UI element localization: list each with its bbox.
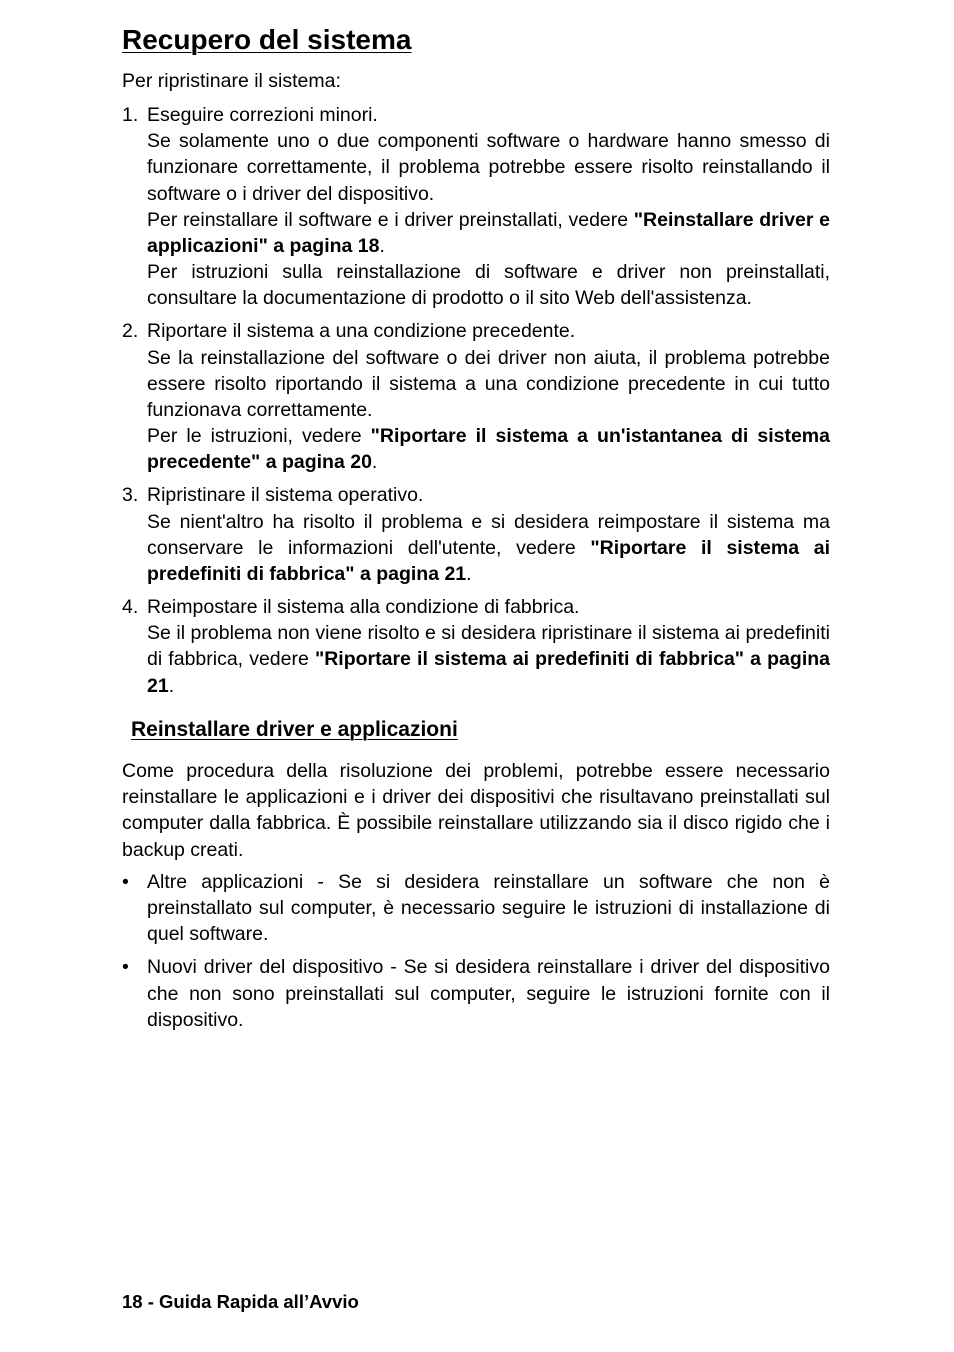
- step-number: 4.: [122, 596, 139, 619]
- step-title: Eseguire correzioni minori.: [147, 104, 378, 126]
- intro-text: Per ripristinare il sistema:: [122, 70, 341, 92]
- reinstall-bullets-list: [122, 869, 830, 1040]
- cross-reference-link[interactable]: "Riportare il sistema ai predefiniti di fabbrica" a pagina 21: [147, 536, 830, 586]
- bullet-text: Nuovi driver del dispositivo - Se si desidera reinstallare i driver del dispositivo che non sono preinstallati sul computer, seguire le istruzioni fornite con il dispositivo.: [147, 956, 830, 1031]
- list-item: [122, 954, 830, 1033]
- step-paragraph: Per reinstallare il software e i driver preinstallati, vedere "Reinstallare driver e applicazioni" a pagina 18.: [147, 208, 830, 258]
- step-number: 3.: [122, 484, 139, 507]
- page-title: Recupero del sistema: [122, 24, 412, 55]
- section-heading: Reinstallare driver e applicazioni: [131, 718, 458, 741]
- step-title: Reimpostare il sistema alla condizione di fabbrica.: [147, 596, 580, 619]
- cross-reference-link[interactable]: "Reinstallare driver e applicazioni" a pagina 18: [147, 208, 830, 258]
- list-item: [122, 594, 830, 699]
- step-paragraph: Se la reinstallazione del software o dei driver non aiuta, il problema potrebbe essere risolto riportando il sistema a una condizione precedente in cui tutto funzionava correttamente.: [147, 346, 830, 422]
- bullet-text: Altre applicazioni - Se si desidera reinstallare un software che non è preinstallato sul computer, è necessario seguire le istruzioni di installazione di quel software.: [147, 871, 830, 946]
- step-title: Ripristinare il sistema operativo.: [147, 484, 424, 507]
- step-paragraph: Per le istruzioni, vedere "Riportare il sistema a un'istantanea di sistema precedente" a pagina 20.: [147, 425, 830, 474]
- list-item: [122, 482, 830, 587]
- step-number: 2.: [122, 320, 139, 343]
- bullet-icon: •: [122, 956, 129, 979]
- section-intro-text: Come procedura della risoluzione dei problemi, potrebbe essere necessario reinstallare le applicazioni e i driver dei dispositivi che risultavano preinstallati sul computer dalla fabbrica. È possibile reinstallare utilizzando sia il disco rigido che i backup creati.: [122, 760, 830, 861]
- recovery-steps-list: [122, 102, 830, 706]
- list-item: [122, 102, 830, 312]
- step-paragraph: Per istruzioni sulla reinstallazione di software e driver non preinstallati, consultare la documentazione di prodotto o il sito Web dell'assistenza.: [147, 261, 830, 310]
- bullet-icon: •: [122, 871, 129, 893]
- step-paragraph: Se nient'altro ha risolto il problema e si desidera reimpostare il sistema ma conservare le informazioni dell'utente, vedere "Riportare il sistema ai predefiniti di fabbrica" a pagina 21.: [147, 510, 830, 586]
- page-footer: 18 - Guida Rapida all’Avvio: [122, 1291, 359, 1312]
- list-item: [122, 318, 830, 475]
- list-item: [122, 869, 830, 948]
- step-paragraph: Se solamente uno o due componenti software o hardware hanno smesso di funzionare correttamente, il problema potrebbe essere risolto reinstallando il software o i driver del dispositivo.: [147, 130, 830, 205]
- cross-reference-link[interactable]: "Riportare il sistema ai predefiniti di fabbrica" a pagina 21: [147, 648, 830, 697]
- step-paragraph: Se il problema non viene risolto e si desidera ripristinare il sistema ai predefiniti di fabbrica, vedere "Riportare il sistema ai predefiniti di fabbrica" a pagina 21.: [147, 622, 830, 697]
- step-title: Riportare il sistema a una condizione precedente.: [147, 320, 576, 343]
- cross-reference-link[interactable]: "Riportare il sistema a un'istantanea di sistema precedente" a pagina 20: [147, 425, 830, 474]
- step-number: 1.: [122, 104, 139, 126]
